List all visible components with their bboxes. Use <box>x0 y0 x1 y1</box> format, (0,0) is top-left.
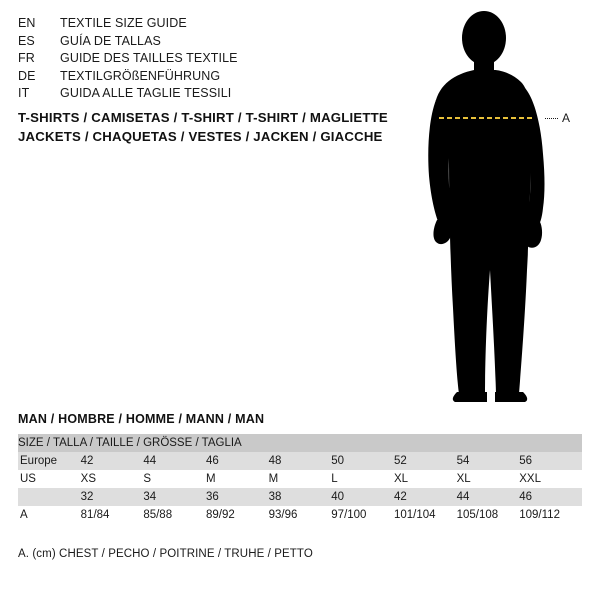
cell-a-4: 97/100 <box>331 506 394 524</box>
size-table-section <box>18 412 582 524</box>
language-code-it: IT <box>18 86 30 100</box>
size-table <box>18 434 582 524</box>
table-section-label: MAN / HOMBRE / HOMME / MANN / MAN <box>18 412 265 426</box>
row-label-europe: Europe <box>18 452 81 470</box>
callout-leader-line <box>545 118 558 119</box>
row-label-us-numeric <box>18 488 81 506</box>
garment-headings <box>18 108 418 146</box>
language-text-en: TEXTILE SIZE GUIDE <box>60 16 187 30</box>
cell-europe-2: 46 <box>206 452 269 470</box>
table-header-label: SIZE / TALLA / TAILLE / GRÖSSE / TAGLIA <box>18 434 582 452</box>
cell-a-5: 101/104 <box>394 506 457 524</box>
cell-usnum-1: 34 <box>143 488 206 506</box>
cell-us-6: XL <box>457 470 520 488</box>
language-code-en: EN <box>18 16 36 30</box>
language-row-it <box>18 86 378 104</box>
language-text-it: GUIDA ALLE TAGLIE TESSILI <box>60 86 232 100</box>
cell-europe-1: 44 <box>143 452 206 470</box>
cell-europe-6: 54 <box>457 452 520 470</box>
cell-usnum-5: 42 <box>394 488 457 506</box>
garment-line-jackets: JACKETS / CHAQUETAS / VESTES / JACKEN / GIACCHE <box>18 129 383 144</box>
language-code-de: DE <box>18 68 36 83</box>
table-row <box>18 488 582 506</box>
measurement-footnote: A. (cm) CHEST / PECHO / POITRINE / TRUHE / PETTO <box>18 548 313 560</box>
cell-usnum-0: 32 <box>81 488 144 506</box>
callout-label-a: A <box>562 111 571 125</box>
table-row <box>18 452 582 470</box>
cell-usnum-7: 46 <box>519 488 582 506</box>
cell-us-0: XS <box>81 470 144 488</box>
cell-a-7: 109/112 <box>519 506 582 524</box>
language-text-fr: GUIDE DES TAILLES TEXTILE <box>60 51 238 65</box>
cell-us-2: M <box>206 470 269 488</box>
male-figure-illustration <box>395 8 600 408</box>
language-code-es: ES <box>18 33 35 48</box>
cell-europe-5: 52 <box>394 452 457 470</box>
cell-us-7: XXL <box>519 470 582 488</box>
cell-a-6: 105/108 <box>457 506 520 524</box>
cell-us-3: M <box>269 470 332 488</box>
language-row-fr <box>18 51 378 69</box>
cell-usnum-3: 38 <box>269 488 332 506</box>
figure-silhouette-icon <box>395 8 600 408</box>
cell-europe-4: 50 <box>331 452 394 470</box>
table-row <box>18 506 582 524</box>
cell-a-3: 93/96 <box>269 506 332 524</box>
language-text-es: GUÍA DE TALLAS <box>60 33 161 48</box>
table-header-row <box>18 434 582 452</box>
language-list <box>18 16 378 104</box>
row-label-us: US <box>18 470 81 488</box>
language-row-de <box>18 69 378 87</box>
cell-a-1: 85/88 <box>143 506 206 524</box>
row-label-a: A <box>18 506 81 524</box>
garment-line-tshirts: T-SHIRTS / CAMISETAS / T-SHIRT / T-SHIRT / MAGLIETTE <box>18 110 388 125</box>
cell-a-0: 81/84 <box>81 506 144 524</box>
language-text-de: TEXTILGRÖßENFÜHRUNG <box>60 68 221 83</box>
cell-a-2: 89/92 <box>206 506 269 524</box>
cell-europe-3: 48 <box>269 452 332 470</box>
cell-usnum-4: 40 <box>331 488 394 506</box>
cell-us-5: XL <box>394 470 457 488</box>
cell-us-1: S <box>143 470 206 488</box>
language-code-fr: FR <box>18 51 35 65</box>
cell-usnum-6: 44 <box>457 488 520 506</box>
cell-europe-7: 56 <box>519 452 582 470</box>
cell-us-4: L <box>331 470 394 488</box>
cell-usnum-2: 36 <box>206 488 269 506</box>
language-row-en <box>18 16 378 34</box>
language-row-es <box>18 34 378 52</box>
cell-europe-0: 42 <box>81 452 144 470</box>
table-row <box>18 470 582 488</box>
